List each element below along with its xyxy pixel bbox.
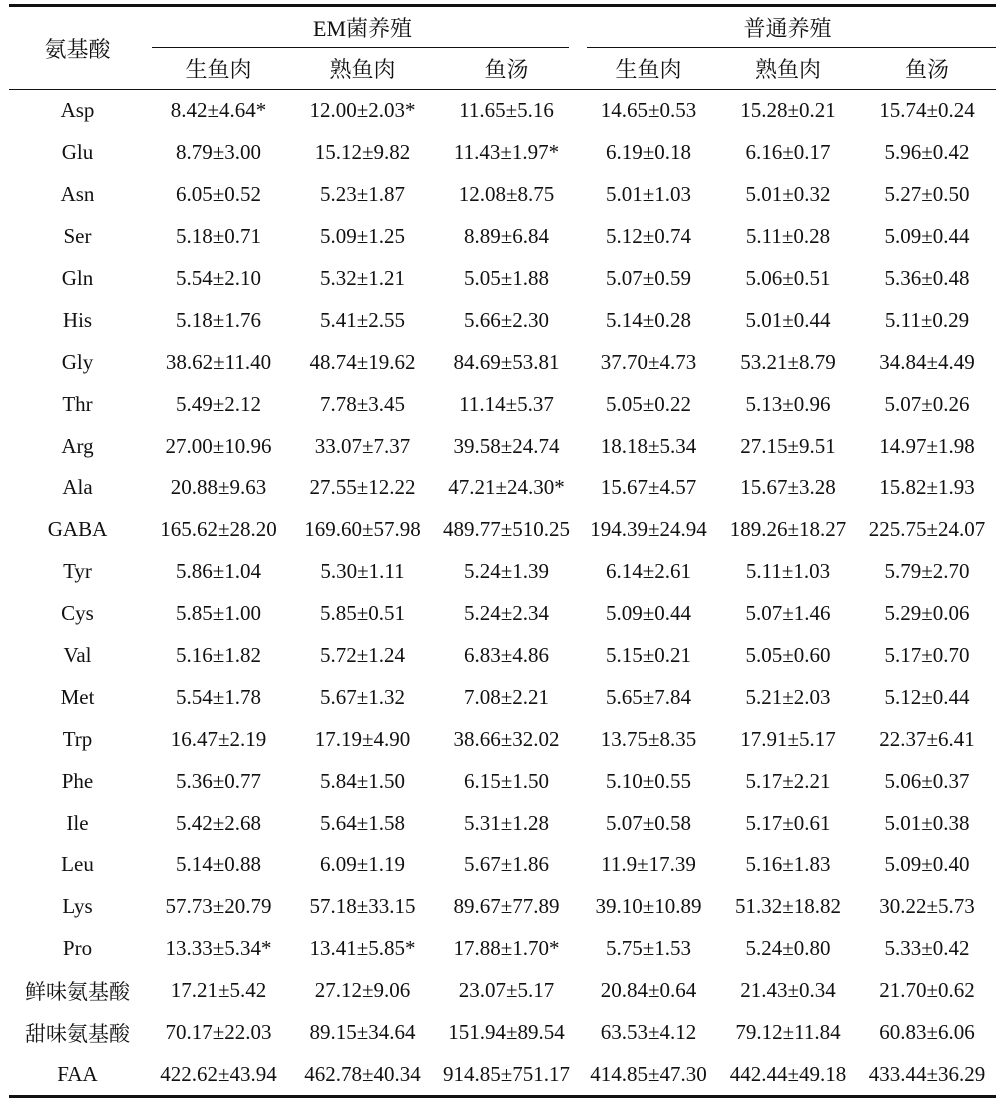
table-cell: 14.97±1.98 xyxy=(879,433,975,458)
table-cell: 12.00±2.03* xyxy=(309,98,416,123)
table-cell: 5.11±1.03 xyxy=(745,559,831,584)
table-cell: 7.78±3.45 xyxy=(319,391,406,416)
table-cell: 5.21±2.03 xyxy=(745,684,831,709)
table-cell: 5.01±0.32 xyxy=(745,182,831,207)
table-cell: 5.42±2.68 xyxy=(175,810,262,835)
table-cell: 17.91±5.17 xyxy=(740,726,836,751)
table-cell: 5.24±2.34 xyxy=(463,601,550,626)
table-cell: 5.09±1.25 xyxy=(319,224,406,249)
row-label: 鲜味氨基酸 xyxy=(25,979,130,1004)
table-cell: 21.43±0.34 xyxy=(740,978,836,1003)
table-row xyxy=(9,676,996,718)
table-row xyxy=(9,718,996,760)
row-label: Glu xyxy=(61,140,94,165)
table-cell: 7.08±2.21 xyxy=(463,684,550,709)
table-cell: 37.70±4.73 xyxy=(600,349,697,374)
table-cell: 225.75±24.07 xyxy=(868,517,986,542)
table-cell: 57.73±20.79 xyxy=(165,894,272,919)
table-cell: 27.12±9.06 xyxy=(314,978,411,1003)
row-label: His xyxy=(62,307,93,332)
table-cell: 5.07±0.58 xyxy=(606,810,692,835)
table-cell: 13.75±8.35 xyxy=(600,726,697,751)
table-cell: 15.67±4.57 xyxy=(600,475,697,500)
table-cell: 5.18±0.71 xyxy=(175,224,262,249)
row-label: Pro xyxy=(62,936,93,961)
table-cell: 27.15±9.51 xyxy=(740,433,836,458)
table-cell: 5.65±7.84 xyxy=(606,684,692,709)
table-cell: 5.07±0.26 xyxy=(884,391,970,416)
row-label: Tyr xyxy=(63,559,92,584)
header-col-normal-cooked: 熟鱼肉 xyxy=(718,47,858,90)
table-cell: 5.33±0.42 xyxy=(884,936,970,961)
table-cell: 13.33±5.34* xyxy=(165,936,272,961)
table-cell: 5.67±1.32 xyxy=(319,684,406,709)
table-cell: 38.66±32.02 xyxy=(453,726,560,751)
table-row xyxy=(9,551,996,593)
table-cell: 15.67±3.28 xyxy=(740,475,836,500)
row-label: GABA xyxy=(47,517,108,542)
row-label: Val xyxy=(63,643,92,668)
table-row xyxy=(9,760,996,802)
header-row-groups xyxy=(9,6,996,48)
row-label: Asp xyxy=(60,98,95,123)
table-cell: 48.74±19.62 xyxy=(309,349,416,374)
table-cell: 489.77±510.25 xyxy=(442,517,571,542)
table-cell: 6.15±1.50 xyxy=(463,768,550,793)
table-cell: 5.67±1.86 xyxy=(463,852,550,877)
table-cell: 15.74±0.24 xyxy=(879,98,975,123)
table-cell: 34.84±4.49 xyxy=(879,349,975,374)
table-cell: 5.01±0.38 xyxy=(884,810,970,835)
header-group-normal-rule xyxy=(587,47,996,48)
table-cell: 15.28±0.21 xyxy=(740,98,836,123)
table-row xyxy=(9,90,996,132)
row-label: Lys xyxy=(62,894,93,919)
table-row xyxy=(9,1012,996,1054)
table-cell: 5.13±0.96 xyxy=(745,391,831,416)
table-cell: 84.69±53.81 xyxy=(453,349,560,374)
table-row xyxy=(9,425,996,467)
table-cell: 27.55±12.22 xyxy=(309,475,416,500)
table-cell: 18.18±5.34 xyxy=(600,433,697,458)
row-label: Gly xyxy=(61,349,94,374)
table-cell: 5.01±1.03 xyxy=(606,182,692,207)
table-cell: 5.31±1.28 xyxy=(463,810,550,835)
table-row xyxy=(9,174,996,216)
table-row xyxy=(9,258,996,300)
table-cell: 5.11±0.28 xyxy=(745,224,831,249)
table-cell: 11.43±1.97* xyxy=(453,140,560,165)
table-cell: 38.62±11.40 xyxy=(165,349,272,374)
table-cell: 8.79±3.00 xyxy=(175,140,262,165)
table-row xyxy=(9,802,996,844)
table-cell: 442.44±49.18 xyxy=(718,1053,858,1096)
row-label: Leu xyxy=(61,852,94,877)
table-cell: 5.15±0.21 xyxy=(606,643,692,668)
table-cell: 5.10±0.55 xyxy=(606,768,692,793)
table-cell: 5.49±2.12 xyxy=(175,391,262,416)
table-cell: 5.54±1.78 xyxy=(175,684,262,709)
table-cell: 22.37±6.41 xyxy=(879,726,975,751)
table-cell: 5.17±0.70 xyxy=(884,643,970,668)
table-row xyxy=(9,467,996,509)
table-cell: 151.94±89.54 xyxy=(448,1020,565,1045)
row-label: Met xyxy=(60,684,95,709)
table-cell: 8.89±6.84 xyxy=(463,224,550,249)
table-cell: 39.10±10.89 xyxy=(595,894,702,919)
table-cell: 5.01±0.44 xyxy=(745,307,831,332)
table-cell: 11.9±17.39 xyxy=(601,852,696,877)
table-cell: 53.21±8.79 xyxy=(740,349,836,374)
table-cell: 16.47±2.19 xyxy=(170,726,267,751)
table-cell: 914.85±751.17 xyxy=(434,1053,579,1096)
table-cell: 6.14±2.61 xyxy=(606,559,692,584)
table-cell: 70.17±22.03 xyxy=(165,1020,272,1045)
row-label: FAA xyxy=(9,1053,146,1096)
table-cell: 433.44±36.29 xyxy=(858,1053,996,1096)
table-cell: 60.83±6.06 xyxy=(879,1020,975,1045)
table-cell: 5.05±0.22 xyxy=(606,391,692,416)
table-cell: 5.09±0.40 xyxy=(884,852,970,877)
table-cell: 462.78±40.34 xyxy=(291,1053,434,1096)
table-cell: 89.15±34.64 xyxy=(309,1020,416,1045)
table-cell: 12.08±8.75 xyxy=(458,182,555,207)
table-cell: 6.09±1.19 xyxy=(319,852,406,877)
table-cell: 5.23±1.87 xyxy=(319,182,406,207)
table-cell: 33.07±7.37 xyxy=(314,433,411,458)
table-cell: 39.58±24.74 xyxy=(453,433,560,458)
row-label: Cys xyxy=(61,601,94,626)
table-cell: 5.86±1.04 xyxy=(175,559,262,584)
table-cell: 15.82±1.93 xyxy=(879,475,975,500)
table-cell: 5.85±0.51 xyxy=(319,601,406,626)
table-cell: 5.79±2.70 xyxy=(884,559,970,584)
table-row xyxy=(9,1053,996,1096)
table-row xyxy=(9,132,996,174)
table-cell: 165.62±28.20 xyxy=(160,517,277,542)
table-cell: 169.60±57.98 xyxy=(304,517,421,542)
table-cell: 5.24±0.80 xyxy=(745,936,831,961)
table-cell: 422.62±43.94 xyxy=(146,1053,291,1096)
table-cell: 5.16±1.83 xyxy=(745,852,831,877)
table-cell: 5.12±0.44 xyxy=(884,684,970,709)
table-cell: 5.75±1.53 xyxy=(606,936,692,961)
table-cell: 14.65±0.53 xyxy=(600,98,697,123)
header-group-em-label: EM菌养殖 xyxy=(313,15,413,41)
table-cell: 21.70±0.62 xyxy=(879,978,975,1003)
table-body xyxy=(9,90,996,1097)
table-cell: 63.53±4.12 xyxy=(600,1020,697,1045)
table-row xyxy=(9,299,996,341)
amino-acid-table xyxy=(9,4,996,1098)
table-cell: 5.06±0.37 xyxy=(884,768,970,793)
table-row xyxy=(9,509,996,551)
table-cell: 17.88±1.70* xyxy=(453,936,560,961)
row-label: Phe xyxy=(61,768,94,793)
row-label: Ser xyxy=(63,224,92,249)
table-cell: 30.22±5.73 xyxy=(879,894,975,919)
row-label: Ile xyxy=(66,810,89,835)
table-cell: 5.41±2.55 xyxy=(319,307,406,332)
table-cell: 5.27±0.50 xyxy=(884,182,970,207)
table-cell: 6.16±0.17 xyxy=(745,140,831,165)
table-cell: 5.05±1.88 xyxy=(463,266,550,290)
table-cell: 6.83±4.86 xyxy=(463,643,550,668)
table-cell: 5.36±0.48 xyxy=(884,266,970,290)
table-cell: 27.00±10.96 xyxy=(165,433,272,458)
table-row xyxy=(9,383,996,425)
header-row-columns xyxy=(9,47,996,90)
row-label: Gln xyxy=(61,266,94,290)
table-cell: 11.14±5.37 xyxy=(459,391,554,416)
amino-acid-table-container xyxy=(9,4,996,1098)
row-label: Trp xyxy=(62,726,93,751)
table-cell: 5.16±1.82 xyxy=(175,643,262,668)
table-cell: 20.84±0.64 xyxy=(600,978,697,1003)
table-cell: 5.11±0.29 xyxy=(884,307,970,332)
table-row xyxy=(9,216,996,258)
header-col-em-cooked: 熟鱼肉 xyxy=(291,47,434,90)
table-cell: 5.72±1.24 xyxy=(319,643,406,668)
header-col-normal-raw: 生鱼肉 xyxy=(579,47,718,90)
table-cell: 5.12±0.74 xyxy=(606,224,692,249)
table-cell: 17.21±5.42 xyxy=(170,978,267,1003)
row-label: Thr xyxy=(62,391,93,416)
header-group-normal xyxy=(579,6,996,48)
table-cell: 51.32±18.82 xyxy=(735,894,842,919)
header-col-em-soup: 鱼汤 xyxy=(434,47,579,90)
table-cell: 47.21±24.30* xyxy=(448,475,565,500)
table-row xyxy=(9,593,996,635)
table-cell: 5.24±1.39 xyxy=(463,559,550,584)
table-cell: 5.09±0.44 xyxy=(884,224,970,249)
table-cell: 57.18±33.15 xyxy=(309,894,416,919)
table-cell: 5.64±1.58 xyxy=(319,810,406,835)
table-cell: 89.67±77.89 xyxy=(453,894,560,919)
table-row xyxy=(9,341,996,383)
table-cell: 79.12±11.84 xyxy=(735,1020,841,1045)
table-cell: 189.26±18.27 xyxy=(729,517,847,542)
header-col-em-raw: 生鱼肉 xyxy=(146,47,291,90)
table-row xyxy=(9,928,996,970)
table-cell: 8.42±4.64* xyxy=(170,98,267,123)
header-group-em xyxy=(146,6,579,48)
table-cell: 5.30±1.11 xyxy=(320,559,405,584)
table-cell: 5.14±0.88 xyxy=(175,852,262,877)
table-cell: 194.39±24.94 xyxy=(590,517,707,542)
table-cell: 5.18±1.76 xyxy=(175,307,262,332)
table-cell: 5.17±0.61 xyxy=(745,810,831,835)
table-row xyxy=(9,635,996,677)
row-label: Arg xyxy=(61,433,94,458)
table-cell: 414.85±47.30 xyxy=(579,1053,718,1096)
row-label: Asn xyxy=(60,182,95,207)
table-cell: 20.88±9.63 xyxy=(170,475,267,500)
table-cell: 5.06±0.51 xyxy=(745,266,831,290)
table-cell: 5.66±2.30 xyxy=(463,307,550,332)
header-amino-acid: 氨基酸 xyxy=(9,6,146,90)
table-cell: 5.32±1.21 xyxy=(319,266,406,290)
table-cell: 6.19±0.18 xyxy=(606,140,692,165)
table-cell: 13.41±5.85* xyxy=(309,936,416,961)
table-row xyxy=(9,844,996,886)
table-cell: 5.07±0.59 xyxy=(606,266,692,290)
table-cell: 5.14±0.28 xyxy=(606,307,692,332)
table-cell: 5.85±1.00 xyxy=(175,601,262,626)
table-cell: 5.96±0.42 xyxy=(884,140,970,165)
table-cell: 5.17±2.21 xyxy=(745,768,831,793)
table-cell: 5.05±0.60 xyxy=(745,643,831,668)
table-cell: 23.07±5.17 xyxy=(458,978,555,1003)
header-group-normal-label: 普通养殖 xyxy=(743,15,832,41)
table-cell: 5.09±0.44 xyxy=(606,601,692,626)
table-row xyxy=(9,886,996,928)
table-cell: 17.19±4.90 xyxy=(314,726,411,751)
header-group-em-rule xyxy=(152,47,569,48)
header-col-normal-soup: 鱼汤 xyxy=(858,47,996,90)
table-cell: 5.54±2.10 xyxy=(175,266,262,290)
row-label: 甜味氨基酸 xyxy=(25,1021,130,1046)
row-label: Ala xyxy=(62,475,93,500)
table-cell: 5.29±0.06 xyxy=(884,601,970,626)
table-cell: 5.36±0.77 xyxy=(175,768,262,793)
table-cell: 6.05±0.52 xyxy=(175,182,262,207)
table-cell: 5.07±1.46 xyxy=(745,601,831,626)
table-cell: 11.65±5.16 xyxy=(459,98,554,123)
table-cell: 15.12±9.82 xyxy=(314,140,411,165)
table-row xyxy=(9,970,996,1012)
table-cell: 5.84±1.50 xyxy=(319,768,406,793)
